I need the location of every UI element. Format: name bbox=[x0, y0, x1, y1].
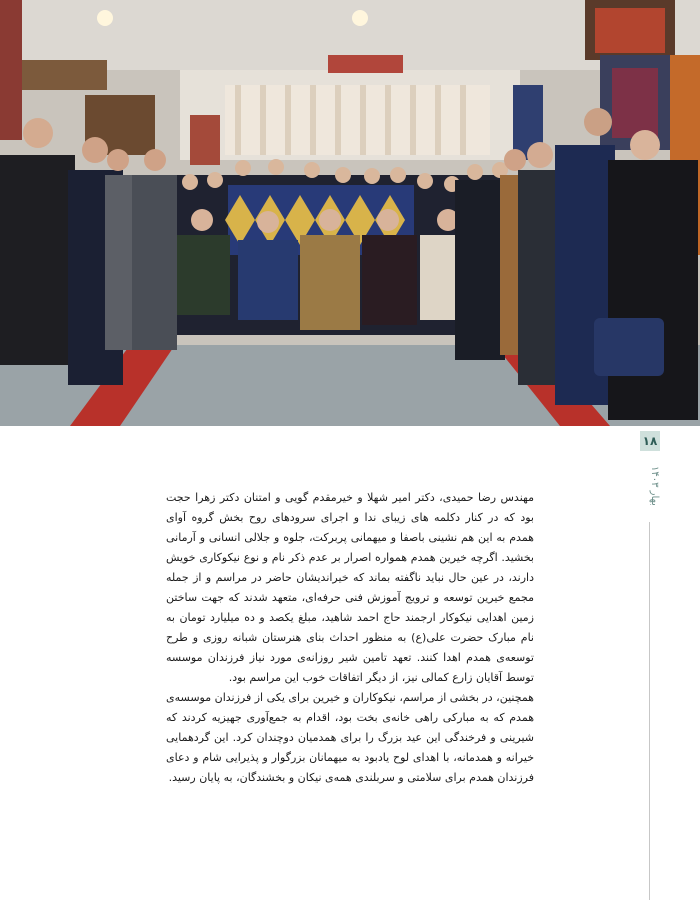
article-body bbox=[166, 488, 534, 788]
group-photo-illustration bbox=[0, 0, 700, 426]
article-paragraph-1: مهندس رضا حمیدی، دکتر امیر شهلا و خیرمقدم گویی و امتنان دکتر زهرا حجت بود که در کنار دکلمه های زیبای ندا و اجرای سرودهای روح بخش گروه آوای همدم به این هم نشینی باصفا و میهمانی پربرکت، جلوه و جلالی انسانی و آرمانی بخشید. اگرچه خیرین همدم همواره اصرار بر عدم ذکر نام و نوع نیکوکاری خویش دارند، در عین حال نباید ناگفته بماند که خیراندیشان حاضر در مراسم و از جمله مجمع خیرین توسعه و ترویج آموزش فنی حرفه‌ای، متعهد شدند که جهت ساختن زمین اهدایی نیکوکار ارجمند حاج احمد شاهید، مبلغ یکصد و ده میلیارد تومان به نام مبارک حضرت علی(ع) به منظور احداث بنای هنرستان شبانه روزی و طرح توسعه‌ی همدم اهدا کنند. تعهد تامین شیر روزانه‌ی مورد نیاز فرزندان موسسه توسط آقایان زارع کمالی نیز، از دیگر اتفاقات خوب این مراسم بود. bbox=[166, 491, 534, 684]
group-photo bbox=[0, 0, 700, 426]
page-number: ۱۸ bbox=[640, 431, 660, 451]
article-paragraph-2: همچنین، در بخشی از مراسم، نیکوکاران و خیرین برای یکی از فرزندان موسسه‌ی همدم که به مبارکی راهی خانه‌ی بخت بود، اقدام به جمع‌آوری جهیزیه کردند که شیرینی و فرخندگی این عید بزرگ را برای همدمیان دوچندان کرد. این گردهمایی خیرانه و همدمانه، با اهدای لوح یادبود به میهمانان بزرگوار و پذیرایی شام و دعای فرزندان همدم برای سلامتی و سربلندی همه‌ی نیکان و بخشندگان، به پایان رسید. bbox=[166, 691, 534, 784]
issue-label: بهار ۱۴۰۳ bbox=[649, 466, 660, 506]
margin-rule bbox=[649, 522, 650, 900]
